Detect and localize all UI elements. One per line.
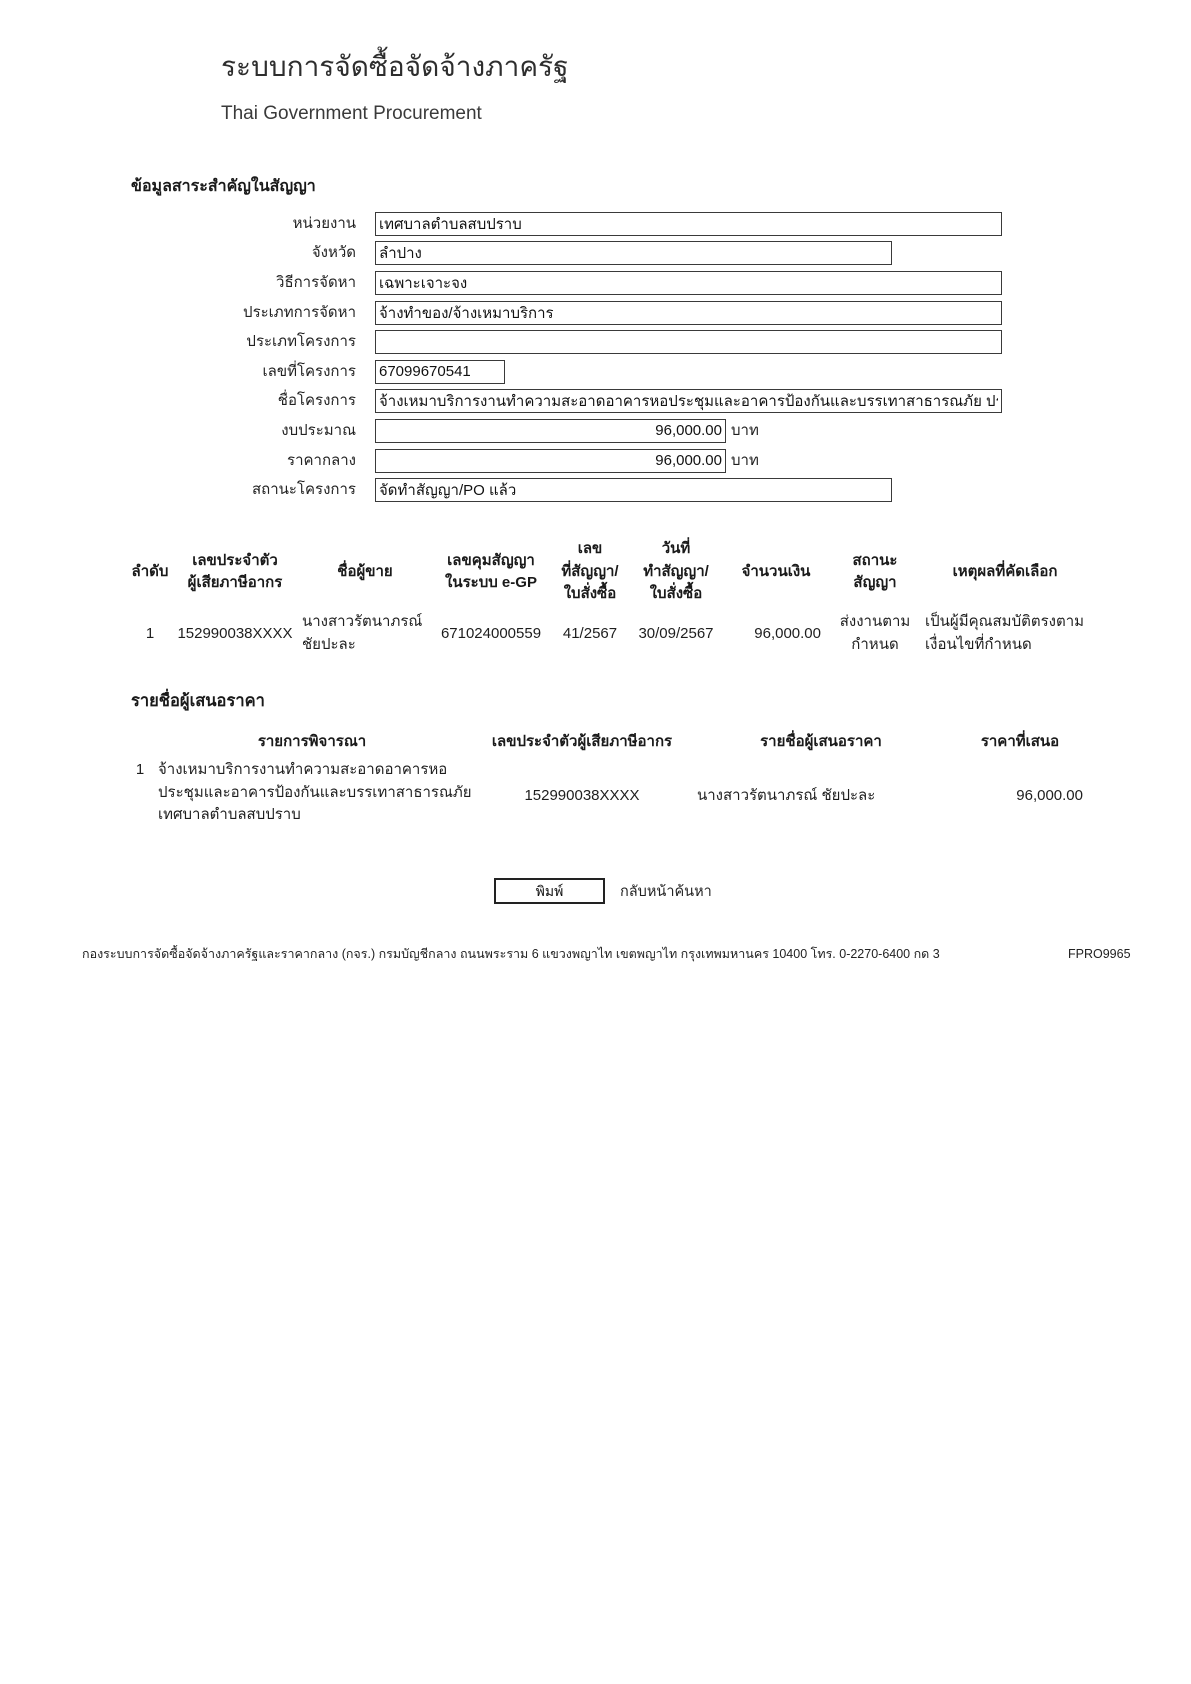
project-type-field[interactable]	[375, 330, 1002, 354]
row-no: 1	[145, 624, 155, 642]
field-row-procurement-method	[131, 268, 1002, 298]
agency-label: หน่วยงาน	[292, 214, 356, 232]
bidders-col-header-item: รายการพิจารณา	[257, 733, 367, 750]
bidders-table	[128, 729, 1090, 837]
project-status-field[interactable]	[375, 478, 892, 502]
back-to-search-link[interactable]: กลับหน้าค้นหา	[620, 884, 712, 900]
procurement-method-label: วิธีการจัดหา	[276, 273, 356, 291]
contract-info-heading: ข้อมูลสาระสำคัญในสัญญา	[131, 178, 316, 195]
row-contract-date: 30/09/2567	[638, 624, 714, 642]
budget-field[interactable]	[375, 419, 726, 443]
col-header-no: ลำดับ	[131, 562, 169, 580]
reference-price-field[interactable]	[375, 449, 726, 473]
col-header-vendor: ชื่อผู้ขาย	[337, 562, 393, 580]
bidder-row-name: นางสาวรัตนาภรณ์ ชัยปะละ	[697, 786, 876, 804]
project-status-label: สถานะโครงการ	[251, 481, 356, 499]
row-egp-control-no: 671024000559	[440, 624, 542, 642]
row-amount: 96,000.00	[754, 624, 821, 642]
bidders-col-header-price: ราคาที่เสนอ	[980, 733, 1060, 750]
reference-price-unit: บาท	[731, 451, 759, 469]
row-vendor: นางสาวรัตนาภรณ์ ชัยปะละ	[302, 613, 423, 653]
col-header-tax-id: เลขประจำตัว ผู้เสียภาษีอากร	[187, 551, 283, 591]
bidders-heading: รายชื่อผู้เสนอราคา	[131, 692, 265, 710]
table-row	[128, 607, 1090, 659]
col-header-status: สถานะ สัญญา	[852, 551, 898, 591]
row-contract-no: 41/2567	[562, 624, 618, 642]
field-row-agency	[131, 209, 1002, 239]
field-row-budget	[131, 416, 1002, 446]
project-name-label: ชื่อโครงการ	[277, 392, 356, 410]
bidder-row-item: จ้างเหมาบริการงานทำความสะอาดอาคารหอ ประชุมและอาคารป้องกันและบรรเทาสาธารณภัย เทศบาลตำบลสบปราบ	[158, 761, 472, 823]
procurement-method-field[interactable]	[375, 271, 1002, 295]
form-code: FPRO9965	[1068, 947, 1131, 961]
field-row-project-type	[131, 327, 1002, 357]
budget-unit: บาท	[731, 421, 759, 439]
row-reason: เป็นผู้มีคุณสมบัติตรงตาม เงื่อนไขที่กำหนด	[925, 613, 1085, 653]
bidders-col-header-no	[128, 729, 152, 755]
col-header-reason: เหตุผลที่คัดเลือก	[952, 562, 1058, 580]
province-label: จังหวัด	[311, 244, 356, 262]
contracts-table	[128, 537, 1090, 659]
agency-field[interactable]	[375, 212, 1002, 236]
project-type-label: ประเภทโครงการ	[246, 333, 356, 351]
procurement-type-label: ประเภทการจัดหา	[243, 303, 356, 321]
col-header-contract-no: เลข ที่สัญญา/ ใบสั่งซื้อ	[561, 540, 619, 603]
project-number-label: เลขที่โครงการ	[262, 362, 356, 380]
bidder-row-no: 1	[135, 761, 145, 778]
field-row-province	[131, 239, 1002, 269]
province-field[interactable]	[375, 241, 892, 265]
site-subtitle: Thai Government Procurement	[221, 103, 482, 124]
budget-label: งบประมาณ	[281, 421, 356, 439]
print-button[interactable]: พิมพ์	[494, 878, 605, 904]
bidder-row-price: 96,000.00	[1016, 786, 1083, 804]
contracts-header-row	[128, 537, 1090, 607]
table-row	[128, 755, 1090, 837]
footer-address: กองระบบการจัดซื้อจัดจ้างภาครัฐและราคากลาง (กจร.) กรมบัญชีกลาง ถนนพระราม 6 แขวงพญาไท เขตพญาไท กรุงเทพมหานคร 10400 โทร. 0-2270-6400 กด 3	[82, 947, 940, 961]
project-number-field[interactable]	[375, 360, 505, 384]
col-header-egp-control-no: เลขคุมสัญญา ในระบบ e-GP	[445, 551, 537, 591]
bidders-col-header-bidder: รายชื่อผู้เสนอราคา	[760, 733, 882, 750]
col-header-contract-date: วันที่ ทำสัญญา/ ใบสั่งซื้อ	[643, 540, 709, 603]
field-row-project-status	[131, 475, 1002, 505]
field-row-reference-price	[131, 446, 1002, 476]
procurement-type-field[interactable]	[375, 301, 1002, 325]
bidders-col-header-tax-id: เลขประจำตัวผู้เสียภาษีอากร	[491, 733, 673, 750]
field-row-procurement-type	[131, 298, 1002, 328]
project-name-field[interactable]	[375, 389, 1002, 413]
contract-info-form	[131, 209, 1002, 505]
row-tax-id: 152990038XXXX	[177, 624, 293, 642]
field-row-project-number	[131, 357, 1002, 387]
row-status: ส่งงานตาม กำหนด	[839, 613, 911, 653]
site-title: ระบบการจัดซื้อจัดจ้างภาครัฐ	[221, 51, 569, 82]
bidders-header-row	[128, 729, 1090, 755]
reference-price-label: ราคากลาง	[287, 451, 356, 469]
bidder-row-tax-id: 152990038XXXX	[524, 786, 640, 804]
field-row-project-name	[131, 387, 1002, 417]
col-header-amount: จำนวนเงิน	[741, 562, 811, 580]
